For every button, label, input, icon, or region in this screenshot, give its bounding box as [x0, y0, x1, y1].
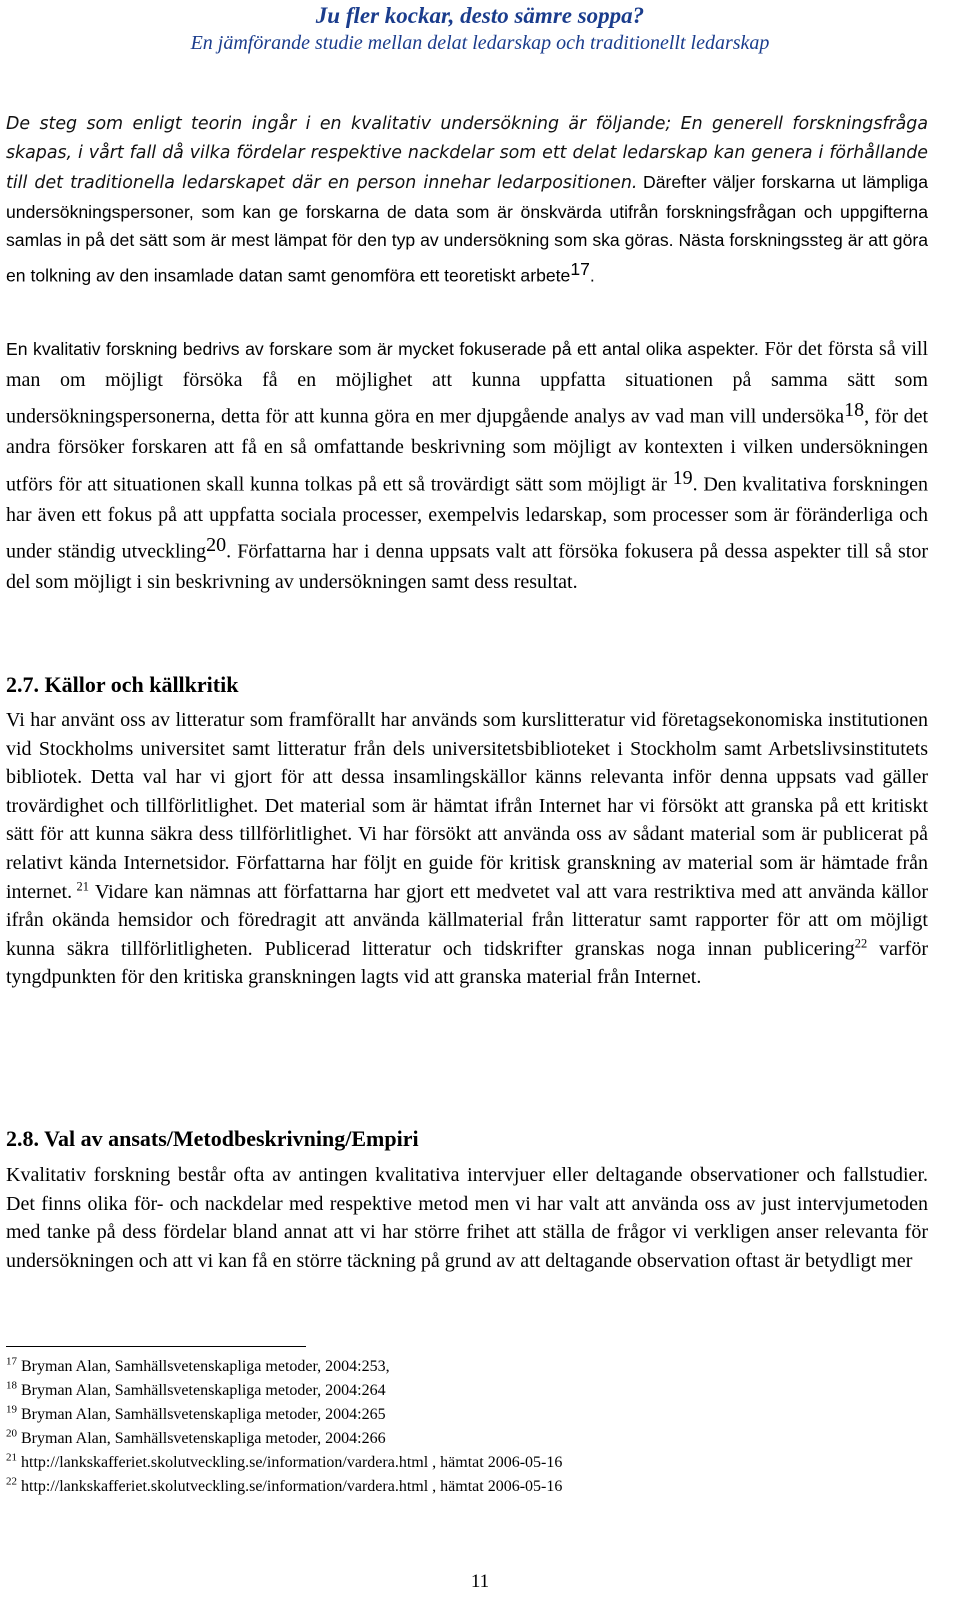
footnote-ref-17: 17 [570, 258, 590, 279]
footnote-number: 22 [6, 1475, 17, 1488]
section-title: Källor och källkritik [44, 672, 239, 697]
section-heading-2-7 [6, 672, 238, 698]
section-title: Val av ansats/Metodbeskrivning/Empiri [44, 1126, 419, 1151]
section-number: 2.7. [6, 672, 39, 697]
footnote-separator [6, 1346, 306, 1347]
paragraph-text-c: . Den kvalitativa forskningen har även ett fokus på att uppfatta sociala processer, exempelvis ledarskap, som processer som är föränderliga och under ständig utveckling [6, 473, 929, 563]
footnote-text: Bryman Alan, Samhällsvetenskapliga metoder, 2004:266 [21, 1430, 386, 1447]
footnote-ref-19: 19 [666, 466, 693, 489]
paragraph-text-a: För det första så vill man om möjligt försöka få en möjlighet att kunna uppfatta situationen på samma sätt som undersökningspersonerna, detta för att kunna göra en mer djupgående analys av vad man vill undersöka [6, 338, 929, 428]
page-number: 11 [470, 1571, 490, 1592]
paragraph-italic-text: De steg som enligt teorin ingår i en kvalitativ undersökning är följande; En generell forskningsfråga skapas, i vårt fall då vilka fördelar respektive nackdelar som ett delat ledarskap kan genera i förhållande till det traditionella ledarskapet där en person innehar ledarpositionen. [6, 114, 928, 193]
footnote-number: 20 [6, 1427, 17, 1440]
footnote-text: Bryman Alan, Samhällsvetenskapliga metoder, 2004:253, [21, 1358, 390, 1375]
method-paragraph-1 [6, 110, 928, 289]
paragraph-lead-text: En kvalitativ forskning bedrivs av forskare som är mycket fokuserade på ett antal olika aspekter. [6, 339, 759, 359]
footnote-number: 18 [6, 1379, 17, 1392]
section-heading-2-8 [6, 1126, 419, 1152]
paragraph-text-a: Vi har använt oss av litteratur som framförallt har används som kurslitteratur vid företagsekonomiska institutionen vid Stockholms universitet samt litteratur från dels universitetsbiblioteket i Stockholm samt Arbetslivsinstitutets bibliotek. Detta val har vi gjort för att dessa insamlingskällor känns relevanta inför denna uppsats vad gäller trovärdighet och tillförlitlighet. Det material som är hämtat ifrån Internet har vi försökt att granska på ett kritiskt sätt för att kunna säkra dess tillförlitlighet. Vi har försökt att använda oss av sådant material som är publicerat på relativt kända Internetsidor. Författarna har följt en guide för kritisk granskning av material som är hämtade från internet. [6, 709, 928, 903]
sources-paragraph [6, 706, 928, 992]
paragraph-text-b: , för det andra försöker forskaren att få en så omfattande beskrivning som möjligt av kontexten i vilken undersökningen utförs för att situationen skall kunna tolkas på ett så trovärdigt sätt som möjligt är [6, 405, 928, 496]
footnote-text: Bryman Alan, Samhällsvetenskapliga metoder, 2004:264 [21, 1382, 386, 1399]
footnote-17 [6, 1355, 562, 1379]
running-header-title: Ju fler kockar, desto sämre soppa? [315, 3, 645, 28]
footnote-18 [6, 1379, 562, 1403]
paragraph-text-b: Vidare kan nämnas att författarna har gjort ett medvetet val att vara restriktiva med att använda källor ifrån okända hemsidor och föredragit att använda källmaterial från litteratur samt rapporter för att om möjligt kunna säkra tillförlitligheten. Publicerad litteratur och tidskrifter granskas noga innan publicering [6, 880, 928, 960]
footnotes [6, 1355, 562, 1499]
section-number: 2.8. [6, 1126, 39, 1151]
footnote-21 [6, 1451, 562, 1475]
approach-paragraph [6, 1161, 928, 1275]
footnote-20 [6, 1427, 562, 1451]
footnote-number: 19 [6, 1403, 17, 1416]
paragraph-text-d: . Författarna har i denna uppsats valt att försöka fokusera på dessa aspekter till så stor del som möjligt i sin beskrivning av undersökningen samt dess resultat. [6, 540, 928, 594]
paragraph-text: Därefter väljer forskarna ut lämpliga undersökningspersoner, som kan ge forskarna de data som är önskvärda utifrån forskningsfrågan och uppgifterna samlas in på det sätt som är mest lämpat för den typ av undersökning som ska göras. Nästa forskningssteg är att göra en tolkning av den insamlade datan samt genomföra ett teoretiskt arbete [6, 172, 928, 285]
method-paragraph-2 [6, 335, 928, 599]
footnote-ref-20: 20 [206, 534, 227, 557]
running-header-subtitle: En jämförande studie mellan delat ledarskap och traditionellt ledarskap [190, 32, 770, 54]
paragraph-end: . [589, 264, 595, 285]
footnote-number: 21 [6, 1451, 17, 1464]
footnote-ref-21: 21 [72, 878, 89, 893]
footnote-text: Bryman Alan, Samhällsvetenskapliga metoder, 2004:265 [21, 1406, 386, 1423]
paragraph-text: Kvalitativ forskning består ofta av antingen kvalitativa intervjuer eller deltagande observationer och fallstudier. Det finns olika för- och nackdelar med respektive metod men vi har valt att använda oss av just intervjumetoden med tanke på dess fördelar bland annat att vi har större frihet att ställa de frågor vi verkligen anser relevanta för undersökningen och att vi kan få en större täckning på grund av att deltagande observation oftast är betydligt mer [6, 1164, 928, 1272]
paragraph-text-c: varför tyngdpunkten för den kritiska granskningen lagts vid att granska material från Internet. [6, 937, 929, 989]
footnote-number: 17 [6, 1355, 17, 1368]
footnote-ref-22: 22 [854, 936, 868, 951]
footnote-ref-18: 18 [844, 399, 865, 422]
footnote-19 [6, 1403, 562, 1427]
footnote-22 [6, 1475, 562, 1499]
footnote-link-text[interactable]: http://lankskafferiet.skolutveckling.se/information/vardera.html , hämtat 2006-05-16 [21, 1478, 563, 1495]
footnote-link-text[interactable]: http://lankskafferiet.skolutveckling.se/information/vardera.html , hämtat 2006-05-16 [21, 1454, 563, 1471]
